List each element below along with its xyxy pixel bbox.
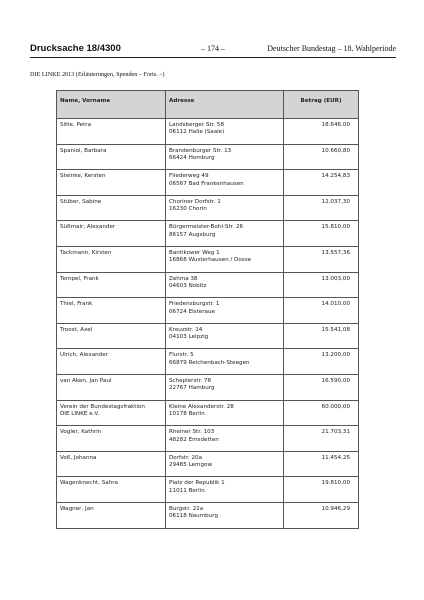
amount-cell: 11.454,25 [284,451,359,477]
section-subtitle: DIE LINKE 2013 (Erläuterungen, Spenden – Forts. –) [30,71,165,78]
page-header [30,43,396,58]
table-row [57,119,359,145]
amount-cell: 13.557,36 [284,246,359,272]
address-line: 04103 Leipzig [169,334,209,341]
address-line: Friedensburgstr. 1 [169,301,220,308]
name-cell [57,246,166,272]
address-cell [166,349,284,375]
column-header-address: Adresse [166,91,284,119]
name-line: Thiel, Frank [60,301,93,308]
column-header-name: Name, Vorname [57,91,166,119]
address-cell [166,323,284,349]
amount-cell: 10.946,29 [284,502,359,528]
name-line: Süßmair, Alexander [60,224,116,231]
address-line: Brandenburger Str. 13 [169,147,232,154]
address-cell [166,144,284,170]
address-line: 66879 Reichenbach-Steegen [169,359,250,366]
amount-cell: 16.590,00 [284,374,359,400]
name-cell [57,451,166,477]
table-header [57,91,359,119]
name-line: Tackmann, Kirsten [60,249,112,256]
address-line: 10178 Berlin [169,410,205,417]
name-cell [57,195,166,221]
amount-cell: 18.646,00 [284,119,359,145]
address-cell [166,298,284,324]
address-line: 06724 Elsteraue [169,308,215,315]
table-row [57,451,359,477]
amount-cell: 14.254,83 [284,170,359,196]
table-row [57,374,359,400]
table-row [57,502,359,528]
table-body [57,119,359,529]
name-cell [57,426,166,452]
address-line: Platz der Republik 1 [169,480,225,487]
name-cell [57,298,166,324]
name-cell [57,221,166,247]
table-row [57,323,359,349]
address-line: 06118 Naumburg [169,513,219,520]
donations-table [56,90,359,529]
address-line: Fliederweg 49 [169,173,209,180]
amount-cell: 13.200,00 [284,349,359,375]
address-line: Dorfstr. 20a [169,454,202,461]
name-cell [57,502,166,528]
document-number-value: 4300 [99,43,121,54]
address-line: Rheiner Str. 103 [169,429,215,436]
table-row [57,426,359,452]
address-line: 48282 Emsdetten [169,436,219,443]
address-cell [166,426,284,452]
address-line: 11011 Berlin [169,487,205,494]
name-cell [57,323,166,349]
address-line: Scheplerstr. 78 [169,377,212,384]
amount-cell: 10.660,80 [284,144,359,170]
name-cell [57,374,166,400]
name-line: DIE LINKE e.V. [60,410,100,417]
name-line: Steinke, Kersten [60,173,106,180]
name-cell [57,349,166,375]
document-label: Drucksache 18/ [30,43,100,54]
address-line: 22767 Hamburg [169,385,215,392]
amount-cell: 60.000,00 [284,400,359,426]
name-line: Sitte, Petra [60,122,92,128]
name-cell [57,170,166,196]
name-line: Tempel, Frank [60,275,99,282]
name-cell [57,400,166,426]
address-line: Landsberger Str. 58 [169,122,225,128]
table-row [57,170,359,196]
column-header-amount: Betrag (EUR) [284,91,359,119]
address-line: 29485 Lemgow [169,462,213,469]
name-line: Ulrich, Alexander [60,352,108,359]
address-line: Zehma 38 [169,275,198,282]
address-line: 04603 Nobitz [169,282,207,289]
address-cell [166,502,284,528]
amount-cell: 21.703,31 [284,426,359,452]
address-cell [166,119,284,145]
address-cell [166,221,284,247]
legislative-period: Deutscher Bundestag – 18. Wahlperiode [267,44,396,53]
address-line: 06567 Bad Frankenhausen [169,180,244,187]
address-line: Flurstr. 5 [169,352,194,359]
name-line: Vogler, Kathrin [60,429,102,436]
table-row [57,246,359,272]
address-cell [166,170,284,196]
address-line: 16868 Wusterhausen / Dosse [169,257,252,264]
name-line: Troost, Axel [60,326,93,333]
address-line: Kleine Alexanderstr. 28 [169,403,234,410]
address-cell [166,477,284,503]
amount-cell: 19.810,00 [284,477,359,503]
name-cell [57,477,166,503]
amount-cell: 15.541,08 [284,323,359,349]
header-row [57,91,359,119]
name-cell [57,119,166,145]
address-cell [166,400,284,426]
table-row [57,144,359,170]
address-line: 66424 Homburg [169,155,215,161]
address-cell [166,195,284,221]
address-cell [166,374,284,400]
name-line: Wagner, Jan [60,505,94,512]
table-row [57,221,359,247]
donations-table-container [56,90,359,529]
name-cell [57,272,166,298]
address-line: Kreuzstr. 14 [169,326,203,333]
table-row [57,477,359,503]
amount-cell: 14.010,00 [284,298,359,324]
table-row [57,349,359,375]
table-row [57,298,359,324]
amount-cell: 15.810,00 [284,221,359,247]
address-cell [166,272,284,298]
address-line: Bürgermeister-Bohl-Str. 26 [169,224,244,231]
table-row [57,272,359,298]
name-line: Voß, Johanna [60,454,97,461]
address-line: Choriner Dorfstr. 1 [169,198,221,205]
table-row [57,400,359,426]
amount-cell: 12.037,30 [284,195,359,221]
address-line: 16230 Chorin [169,206,207,213]
address-cell [166,246,284,272]
address-cell [166,451,284,477]
address-line: Bantikower Weg 1 [169,249,220,256]
page-number: – 174 – [201,44,225,53]
name-line: Spaniol, Barbara [60,147,107,154]
name-line: Verein der Bundestagsfraktion [60,403,145,410]
address-line: Burgstr. 22a [169,505,204,512]
address-line: 86157 Augsburg [169,231,216,238]
amount-cell: 13.003,00 [284,272,359,298]
name-line: Wagenknecht, Sahra [60,480,118,487]
name-cell [57,144,166,170]
table-row [57,195,359,221]
address-line: 06112 Halle (Saale) [169,129,225,136]
name-line: van Aken, Jan Paul [60,377,112,384]
name-line: Stüber, Sabine [60,198,102,205]
